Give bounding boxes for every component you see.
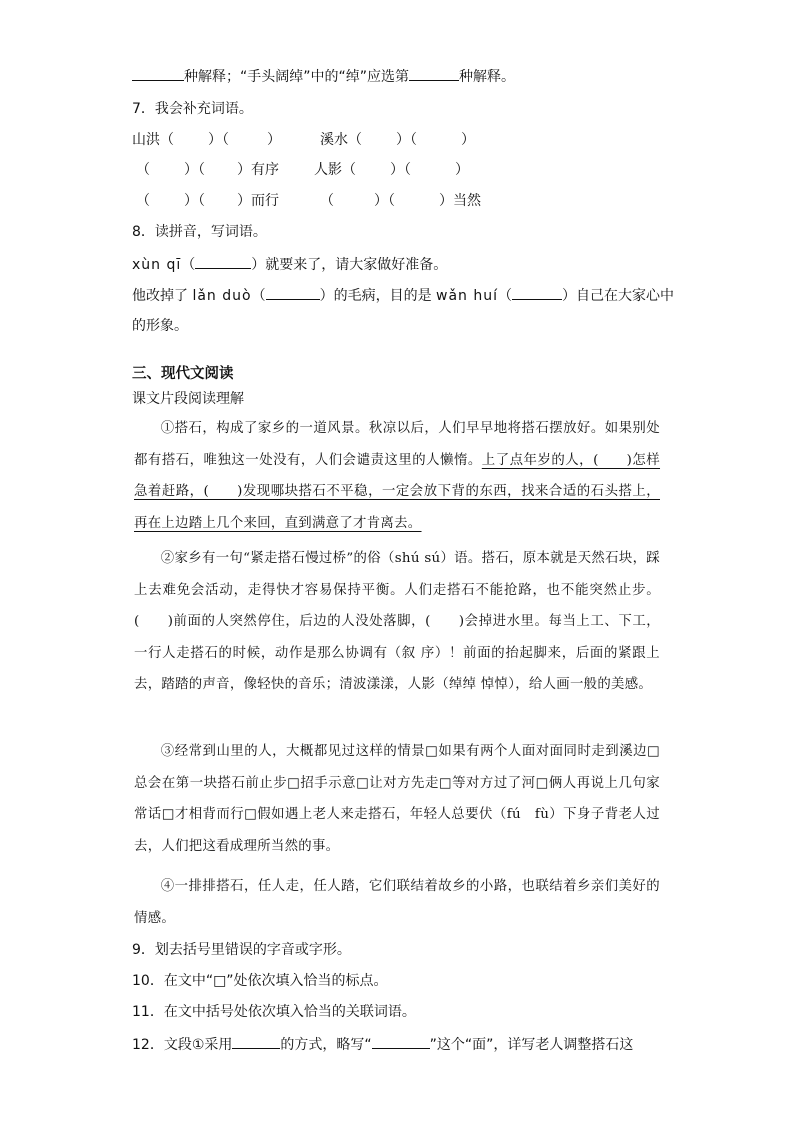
q12-blank-2[interactable] <box>372 1034 430 1049</box>
section-subtitle: 课文片段阅读理解 <box>132 391 244 407</box>
q8-line-1: xùn qī（ ）就要来了，请大家做好准备。 <box>132 254 447 275</box>
passage-paragraph-1: ①搭石，构成了家乡的一道风景。秋凉以后，人们早早地将搭石摆放好。如果别处都有搭石，唯独这一处没有，人们会谴责这里的人懒惰。上了点年岁的人，( )怎样急着赶路，( )发现哪块搭石不平稳，一定会放下背的东西，找来合适的石头搭上，再在上边踏上几个来回，直到满意了才肯离去。 <box>134 421 661 531</box>
q7-title: 7．我会补充词语。 <box>132 101 253 117</box>
q8-line-2: 他改掉了 lǎn duò（ ）的毛病，目的是 wǎn huí（ ）自己在大家心中 <box>132 285 674 306</box>
q8-line-3: 的形象。 <box>132 318 188 334</box>
q8-title: 8．读拼音，写词语。 <box>132 224 267 240</box>
question-10: 10．在文中“□”处依次填入恰当的标点。 <box>132 973 388 989</box>
q8-blank-1[interactable] <box>195 254 251 269</box>
q7-row-3: （ ）（ ）而行 <box>136 193 279 209</box>
q8-blank-2[interactable] <box>266 285 320 300</box>
q7-row-1b: 溪水（ ）（ ） <box>320 132 475 148</box>
q7-row-1: 山洪（ ）（ ） <box>132 132 281 148</box>
passage-paragraph-2: ②家乡有一句“紧走搭石慢过桥”的俗（shú sú）语。搭石，原本就是天然石块，踩上去难免会活动，走得快才容易保持平衡。人们走搭石不能抢路，也不能突然止步。( )前面的人突然停住，后边的人没处落脚，( )会掉进水里。每当上工、下工，一行人走搭石的时候，动作是那么协调有（叙 序）！前面的抬起脚来，后面的紧跟上去，踏踏的声音，像轻快的音乐；清波漾漾，人影（绰绰 悼悼），给人画一般的美感。 <box>134 551 660 693</box>
q6-tail: 种解释；“手头阔绰”中的“绰”应选第 种解释。 <box>132 66 515 87</box>
q6-blank-1[interactable] <box>132 66 184 81</box>
q6-blank-2[interactable] <box>409 66 459 81</box>
q7-row-2: （ ）（ ）有序 <box>136 162 279 178</box>
q12-blank-1[interactable] <box>232 1034 280 1049</box>
question-9: 9．划去括号里错误的字音或字形。 <box>132 942 351 958</box>
question-11: 11．在文中括号处依次填入恰当的关联词语。 <box>132 1004 416 1020</box>
passage-paragraph-3: ③经常到山里的人，大概都见过这样的情景□如果有两个人面对面同时走到溪边□总会在第一块搭石前止步□招手示意□让对方先走□等对方过了河□俩人再说上几句家常话□才相背而行□假如遇上老人来走搭石，年轻人总要伏（fú fù）下身子背老人过去，人们把这看成理所当然的事。 <box>134 744 660 854</box>
passage-paragraph-4: ④一排排搭石，任人走，任人踏，它们联结着故乡的小路，也联结着乡亲们美好的情感。 <box>134 879 660 926</box>
q7-row-2b: 人影（ ）（ ） <box>314 162 469 178</box>
question-12: 12．文段①采用 的方式，略写“ ”这个“面”，详写老人调整搭石这 <box>132 1034 633 1055</box>
section-title: 三、现代文阅读 <box>132 366 234 382</box>
q7-row-3b: （ ）（ ）当然 <box>320 193 481 209</box>
q8-blank-3[interactable] <box>512 285 562 300</box>
